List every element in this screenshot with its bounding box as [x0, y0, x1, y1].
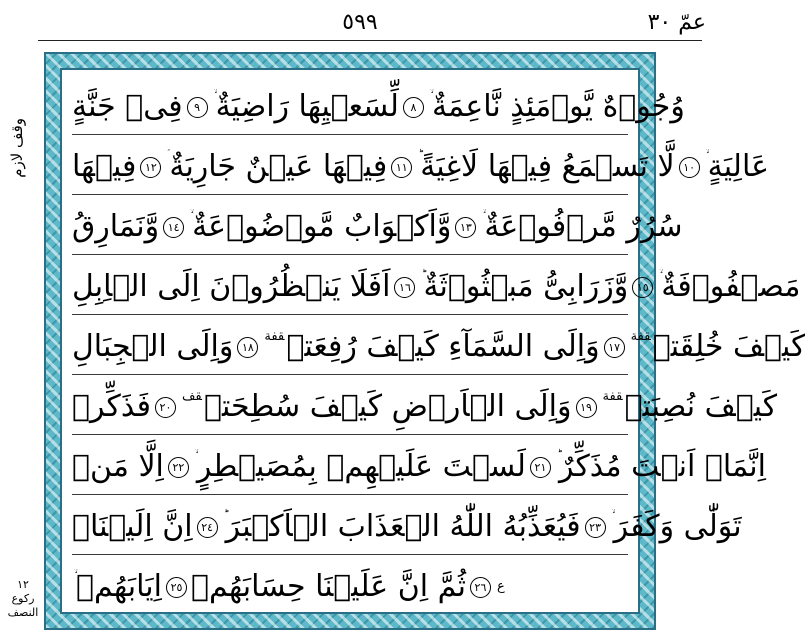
ayah-number: ٢١ [530, 457, 551, 478]
ayah-number: ٢٤ [197, 517, 218, 538]
verse-text: اِيَابَهُمۡ [76, 568, 162, 604]
ayah-number: ٢٠ [155, 397, 176, 418]
ayah-number: ١٠ [679, 157, 700, 178]
ayah-number: ١٧ [604, 337, 625, 358]
ayah-number: ١١ [391, 157, 412, 178]
text-line-4 [72, 258, 801, 315]
verse-text: ثُمَّ اِنَّ عَلَيۡنَا حِسَابَهُمۡ [190, 568, 466, 604]
text-line-2 [72, 138, 769, 195]
ayah-number: ١٣ [455, 217, 476, 238]
header-divider [38, 40, 702, 41]
verse-text: وَاِلَى السَّمَآءِ كَيۡفَ رُفِعَتۡ$^{قفة}$ [264, 328, 600, 364]
verse-text: وَاِلَى الۡاَرۡضِ كَيۡفَ سُطِحَتۡ$^{قف}$ [181, 388, 572, 424]
verse-text: كَيۡفَ خُلِقَتۡ$^{قفة}$ [630, 328, 805, 364]
margin-note: وقف لازم [8, 118, 26, 178]
ruku-number: ١٢ [17, 578, 29, 591]
ayah-number: ٢٥ [166, 577, 187, 598]
verse-text: كَيۡفَ نُصِبَتۡ$^{قفة}$ [602, 388, 778, 424]
verse-text: فِيۡهَا [72, 148, 137, 184]
verse-text: وَاِلَى الۡجِبَالِ [72, 328, 234, 364]
text-line-6 [72, 378, 778, 435]
text-line-5 [72, 318, 805, 375]
ruku-side: النصف [7, 606, 39, 619]
verse-text: فَذَكِّرۡ [72, 388, 151, 424]
ayah-number: ٩ [187, 97, 208, 118]
verse-text: وُجُوۡهٌ يَّوۡمَئِذٍ نَّاعِمَةٌ [431, 88, 685, 124]
ayah-number: ١٥ [632, 277, 653, 298]
text-line-1 [72, 78, 685, 135]
text-line-7 [72, 438, 766, 495]
ayah-number: ١٤ [163, 217, 184, 238]
ruku-sign: ع [496, 578, 505, 594]
ayah-number: ٢٦ [470, 577, 491, 598]
page-border [44, 52, 805, 630]
verse-text: لِّسَعۡيِهَا رَاضِيَةٌ [215, 88, 399, 124]
ayah-number: ٢٣ [585, 517, 606, 538]
verse-text: سُرُرٌ مَّرۡفُوۡعَةٌ [484, 208, 683, 244]
verse-text: لَسۡتَ عَلَيۡهِمۡ بِمُصَيۡطِرٍ [196, 448, 526, 484]
verse-text: اِنَّ اِلَيۡنَاۤ [72, 508, 193, 544]
verse-text: اِنَّمَاۤ اَنۡتَ مُذَكِّرٌ [558, 448, 766, 484]
verse-text: وَّاَكۡوَابٌ مَّوۡضُوۡعَةٌ [192, 208, 452, 244]
ayah-number: ٨ [403, 97, 424, 118]
verse-text: وَّزَرَابِىُّ مَبۡثُوۡثَةٌ [423, 268, 629, 304]
page-number: ٥٩٩ [342, 10, 378, 35]
ayah-number: ١٦ [394, 277, 415, 298]
verse-text: وَّنَمَارِقُ [72, 208, 160, 244]
ruku-label: ركوع [11, 592, 35, 605]
ayah-number: ١٩ [576, 397, 597, 418]
verse-text: اِلَّا مَنۡ [72, 448, 164, 484]
verse-text: مَصۡفُوۡفَةٌ [661, 268, 801, 304]
verse-text: اَفَلَا يَنۡظُرُوۡنَ اِلَى الۡاِبِلِ [72, 268, 391, 304]
text-line-3 [72, 198, 683, 255]
para-label: عمّ ٣٠ [647, 10, 706, 35]
text-area [60, 68, 805, 614]
verse-text: تَوَلّٰى وَكَفَرَ [613, 508, 742, 544]
verse-text: لَّا تَسۡمَعُ فِيۡهَا لَاغِيَةً [420, 148, 675, 184]
ayah-number: ١٨ [237, 337, 258, 358]
verse-text: فَيُعَذِّبُهُ اللّٰهُ الۡعَذَابَ الۡاَكۡبَرَ [225, 508, 581, 544]
ruku-marker [4, 578, 42, 620]
text-line-8 [72, 498, 742, 555]
verse-text: فِىۡ جَنَّةٍ [72, 88, 183, 124]
ayah-number: ١٢ [140, 157, 161, 178]
ayah-number: ٢٢ [168, 457, 189, 478]
verse-text: فِيۡهَا عَيۡنٌ جَارِيَةٌ [169, 148, 388, 184]
text-line-9 [72, 558, 628, 614]
verse-text: عَالِيَةٍ [707, 148, 769, 184]
